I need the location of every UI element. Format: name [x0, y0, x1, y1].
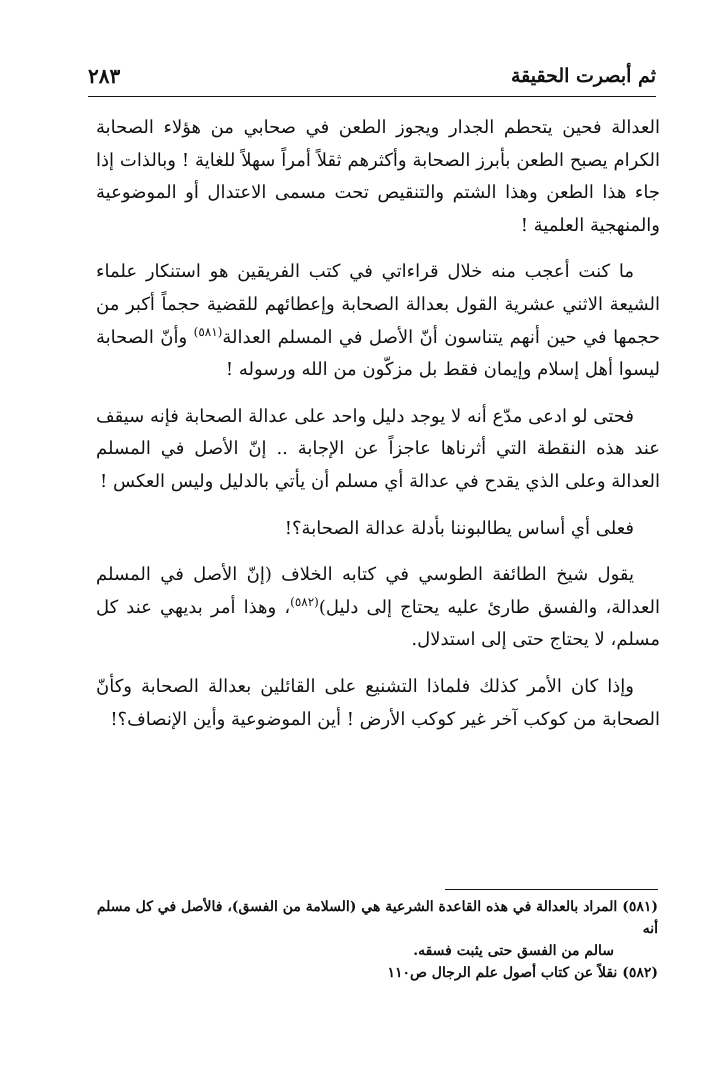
paragraph-5	[96, 559, 660, 657]
footnote-ref-582[interactable]: (٥٨٢)	[290, 594, 319, 609]
paragraph-4: فعلى أي أساس يطالبوننا بأدلة عدالة الصحابة؟!	[284, 517, 634, 539]
paragraph-2	[96, 256, 660, 386]
footnote-divider	[445, 889, 658, 890]
paragraph-6: وإذا كان الأمر كذلك فلماذا التشنيع على القائلين بعدالة الصحابة وكأنّ الصحابة من كوكب آخر غير كوكب الأرض ! أين الموضوعية وأين الإنصاف؟!	[96, 675, 660, 730]
book-title: ثم أبصرت الحقيقة	[510, 65, 656, 87]
paragraph-1: العدالة فحين يتحطم الجدار ويجوز الطعن في صحابي من هؤلاء الصحابة الكرام يصبح الطعن بأبرز الصحابة وأكثرهم ثقلاً أمراً سهلاً للغاية ! وبالذات إذا جاء هذا الطعن وهذا الشتم والتنقيص تحت مسمى الاعتدال أو الموضوعية والمنهجية العلمية !	[96, 117, 660, 236]
paragraph-2-text-b: وأنّ الصحابة ليسوا أهل إسلام وإيمان فقط بل مزكّون من الله ورسوله !	[96, 326, 660, 381]
header-divider	[88, 96, 656, 97]
footnote-number: (٥٨٢)	[622, 965, 658, 981]
paragraph-3: فحتى لو ادعى مدّع أنه لا يوجد دليل واحد على عدالة الصحابة فإنه سيقف عند هذه النقطة التي أثرناها عاجزاً عن الإجابة .. إنّ الأصل في المسلم العدالة وعلى الذي يقدح في عدالة أي مسلم أن يأتي بالدليل وليس العكس !	[96, 405, 660, 492]
running-header	[88, 58, 656, 94]
paragraph-5-text-a: يقول شيخ الطائفة الطوسي في كتابه الخلاف (إنّ الأصل في المسلم العدالة، والفسق طارئ عليه يحتاج إلى دليل)	[96, 564, 661, 618]
footnote-number: (٥٨١)	[622, 899, 658, 915]
footnotes	[90, 896, 658, 984]
footnote-582	[90, 962, 658, 984]
footnote-text: المراد بالعدالة في هذه القاعدة الشرعية هي (السلامة من الفسق)، فالأصل في كل مسلم أنه	[96, 899, 658, 937]
paragraph-5-text-b: ، وهذا أمر بديهي عند كل مسلم، لا يحتاج حتى إلى استدلال.	[96, 596, 660, 651]
footnote-ref-581[interactable]: (٥٨١)	[193, 324, 223, 339]
footnote-text: نقلاً عن كتاب أصول علم الرجال ص١١٠	[387, 965, 618, 981]
page-number: ٢٨٣	[88, 64, 121, 88]
footnote-581-continuation: سالم من الفسق حتى يثبت فسقه.	[413, 943, 614, 959]
footnote-581	[90, 896, 658, 940]
main-text	[96, 112, 660, 750]
paragraph-2-text-a: ما كنت أعجب منه خلال قراءاتي في كتب الفريقين هو استنكار علماء الشيعة الاثني عشرية القول بعدالة الصحابة وإعطائهم للقضية حجماً أكبر من حجمها في حين أنهم يتناسون أنّ الأصل في المسلم العدالة	[96, 261, 660, 348]
